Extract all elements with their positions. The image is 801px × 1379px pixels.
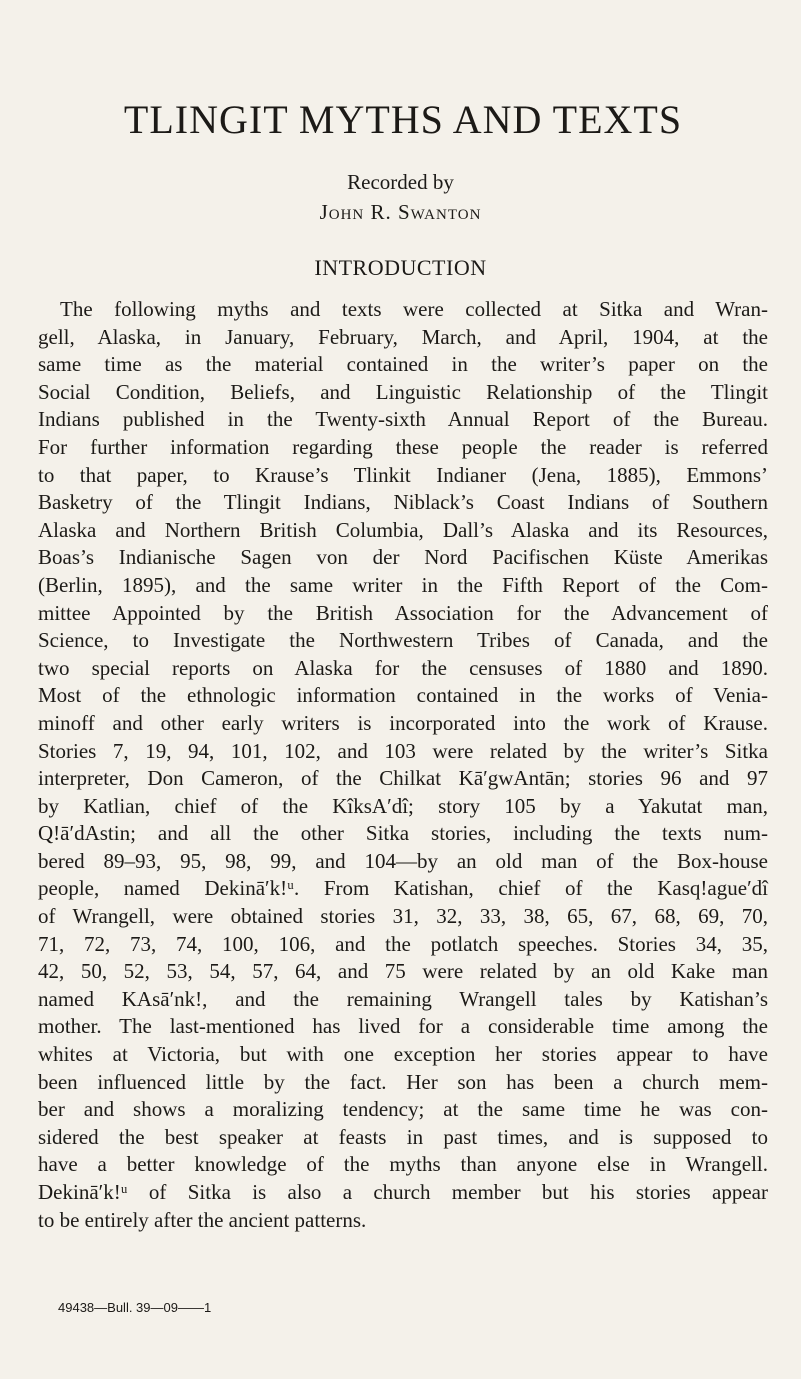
recorded-by-label: Recorded by bbox=[347, 170, 454, 194]
body-line: minoff and other early writers is incorporated into the work of Krause. bbox=[38, 710, 768, 735]
body-line: Dekinā′k!ᵘ of Sitka is also a church member but his stories appear bbox=[38, 1180, 768, 1204]
body-line: Boas’s Indianische Sagen von der Nord Pacifischen Küste Amerikas bbox=[38, 545, 768, 570]
body-line: two special reports on Alaska for the censuses of 1880 and 1890. bbox=[38, 655, 768, 680]
body-line: The following myths and texts were collected at Sitka and Wran- bbox=[60, 297, 768, 321]
body-line: gell, Alaska, in January, February, March, and April, 1904, at the bbox=[38, 324, 768, 349]
body-line: Most of the ethnologic information contained in the works of Venia- bbox=[38, 683, 768, 708]
body-line: mittee Appointed by the British Association for the Advancement of bbox=[38, 600, 768, 625]
body-line: ber and shows a moralizing tendency; at the same time he was con- bbox=[38, 1097, 768, 1122]
body-line: bered 89–93, 95, 98, 99, and 104—by an old man of the Box-house bbox=[38, 848, 768, 873]
body-line: of Wrangell, were obtained stories 31, 32, 33, 38, 65, 67, 68, 69, 70, bbox=[38, 904, 768, 929]
body-line: Q!ā′dAstin; and all the other Sitka stories, including the texts num- bbox=[38, 821, 768, 846]
body-line: been influenced little by the fact. Her son has been a church mem- bbox=[38, 1069, 768, 1094]
body-line: have a better knowledge of the myths than anyone else in Wrangell. bbox=[38, 1152, 768, 1177]
author-name: John R. Swanton bbox=[319, 200, 482, 224]
body-line: (Berlin, 1895), and the same writer in the Fifth Report of the Com- bbox=[38, 572, 768, 597]
section-heading: INTRODUCTION bbox=[314, 255, 487, 280]
body-line: same time as the material contained in the writer’s paper on the bbox=[38, 352, 768, 377]
body-line: to be entirely after the ancient patterns. bbox=[38, 1207, 367, 1232]
body-line: For further information regarding these people the reader is referred bbox=[38, 434, 768, 459]
body-line: 42, 50, 52, 53, 54, 57, 64, and 75 were related by an old Kake man bbox=[38, 959, 768, 984]
body-line: to that paper, to Krause’s Tlinkit Indianer (Jena, 1885), Emmons’ bbox=[38, 462, 768, 487]
body-line: Alaska and Northern British Columbia, Dall’s Alaska and its Resources, bbox=[38, 517, 768, 542]
body-line: mother. The last-mentioned has lived for a considerable time among the bbox=[38, 1014, 768, 1039]
body-line: named KAsā′nk!, and the remaining Wrangell tales by Katishan’s bbox=[38, 986, 768, 1011]
body-line: Basketry of the Tlingit Indians, Niblack’s Coast Indians of Southern bbox=[38, 490, 768, 515]
body-line: sidered the best speaker at feasts in past times, and is supposed to bbox=[38, 1124, 768, 1149]
body-line: people, named Dekinā′k!ᵘ. From Katishan, chief of the Kasq!ague′dî bbox=[38, 876, 768, 901]
body-line: 71, 72, 73, 74, 100, 106, and the potlatch speeches. Stories 34, 35, bbox=[38, 931, 768, 956]
body-line: Stories 7, 19, 94, 101, 102, and 103 were related by the writer’s Sitka bbox=[38, 738, 768, 763]
body-paragraph bbox=[38, 296, 768, 1234]
page-title: TLINGIT MYTHS AND TEXTS bbox=[123, 97, 683, 142]
body-line: Indians published in the Twenty-sixth Annual Report of the Bureau. bbox=[38, 407, 768, 432]
body-line: Science, to Investigate the Northwestern Tribes of Canada, and the bbox=[38, 628, 768, 653]
body-line: Social Condition, Beliefs, and Linguistic Relationship of the Tlingit bbox=[38, 379, 768, 404]
body-line: whites at Victoria, but with one exception her stories appear to have bbox=[38, 1042, 768, 1067]
body-line: interpreter, Don Cameron, of the Chilkat Kā′gwAntān; stories 96 and 97 bbox=[38, 766, 768, 791]
footer-signature: 49438—Bull. 39—09——1 bbox=[58, 1300, 212, 1315]
body-line: by Katlian, chief of the KîksA′dî; story 105 by a Yakutat man, bbox=[38, 793, 768, 818]
